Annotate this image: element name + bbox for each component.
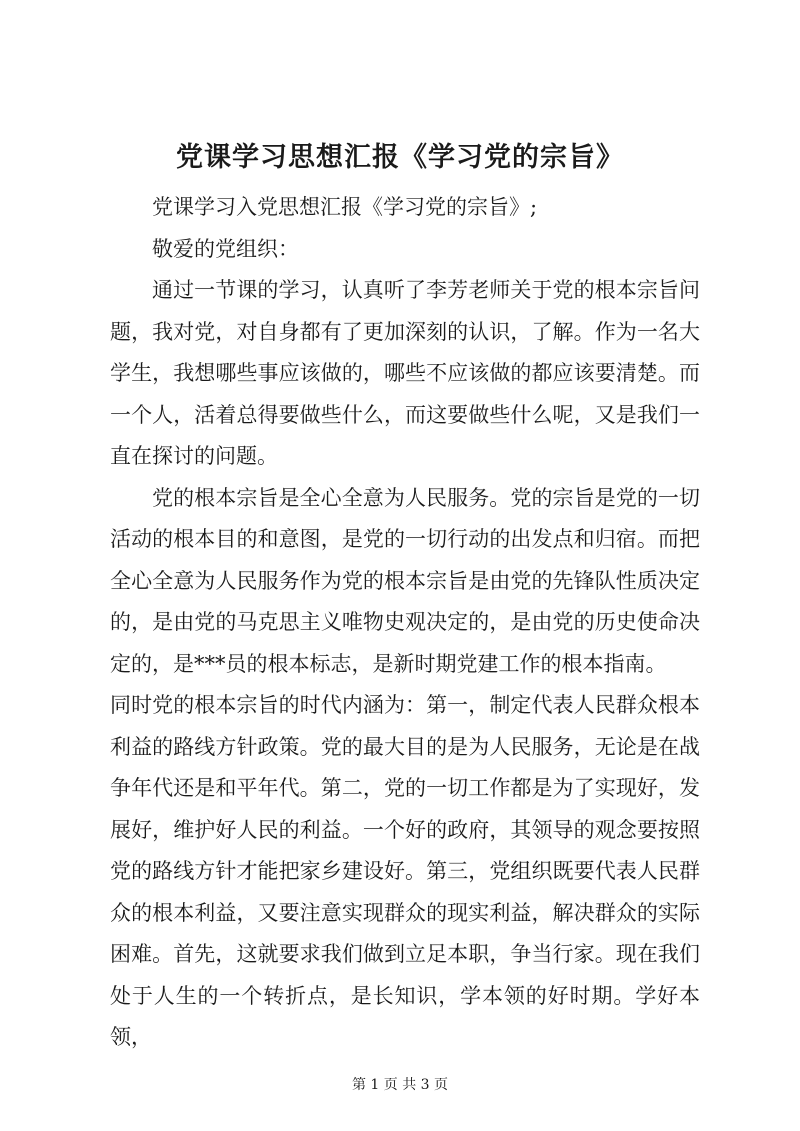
paragraph-3: 同时党的根本宗旨的时代内涵为：第一，制定代表人民群众根本利益的路线方针政策。党的最大目的是为人民服务，无论是在战争年代还是和平年代。第二，党的一切工作都是为了实现好，发展好，维护好人民的利益。一个好的政府，其领导的观念要按照党的路线方针才能把家乡建设好。第三，党组织既要代表人民群众的根本利益，又要注意实现群众的现实利益，解决群众的实际困难。首先，这就要求我们做到立足本职，争当行家。现在我们处于人生的一个转折点，是长知识，学本领的好时期。学好本领，	[110, 693, 700, 1049]
paragraph-subtitle: 党课学习入党思想汇报《学习党的宗旨》;	[152, 195, 538, 219]
paragraph-2: 党的根本宗旨是全心全意为人民服务。党的宗旨是党的一切活动的根本目的和意图，是党的一切行动的出发点和归宿。而把全心全意为人民服务作为党的根本宗旨是由党的先锋队性质决定的，是由党的马克思主义唯物史观决定的，是由党的历史使命决定的，是***员的根本标志，是新时期党建工作的根本指南。	[110, 485, 700, 676]
document-body	[110, 187, 700, 1059]
paragraph-salutation: 敬爱的党组织：	[152, 236, 299, 261]
page-footer: 第 1 页 共 3 页	[351, 1077, 449, 1093]
document-title: 党课学习思想汇报《学习党的宗旨》	[176, 142, 624, 173]
paragraph-1: 通过一节课的学习，认真听了李芳老师关于党的根本宗旨问题，我对党，对自身都有了更加深刻的认识，了解。作为一名大学生，我想哪些事应该做的，哪些不应该做的都应该要清楚。而一个人，活着总得要做些什么，而这要做些什么呢，又是我们一直在探讨的问题。	[110, 278, 700, 468]
